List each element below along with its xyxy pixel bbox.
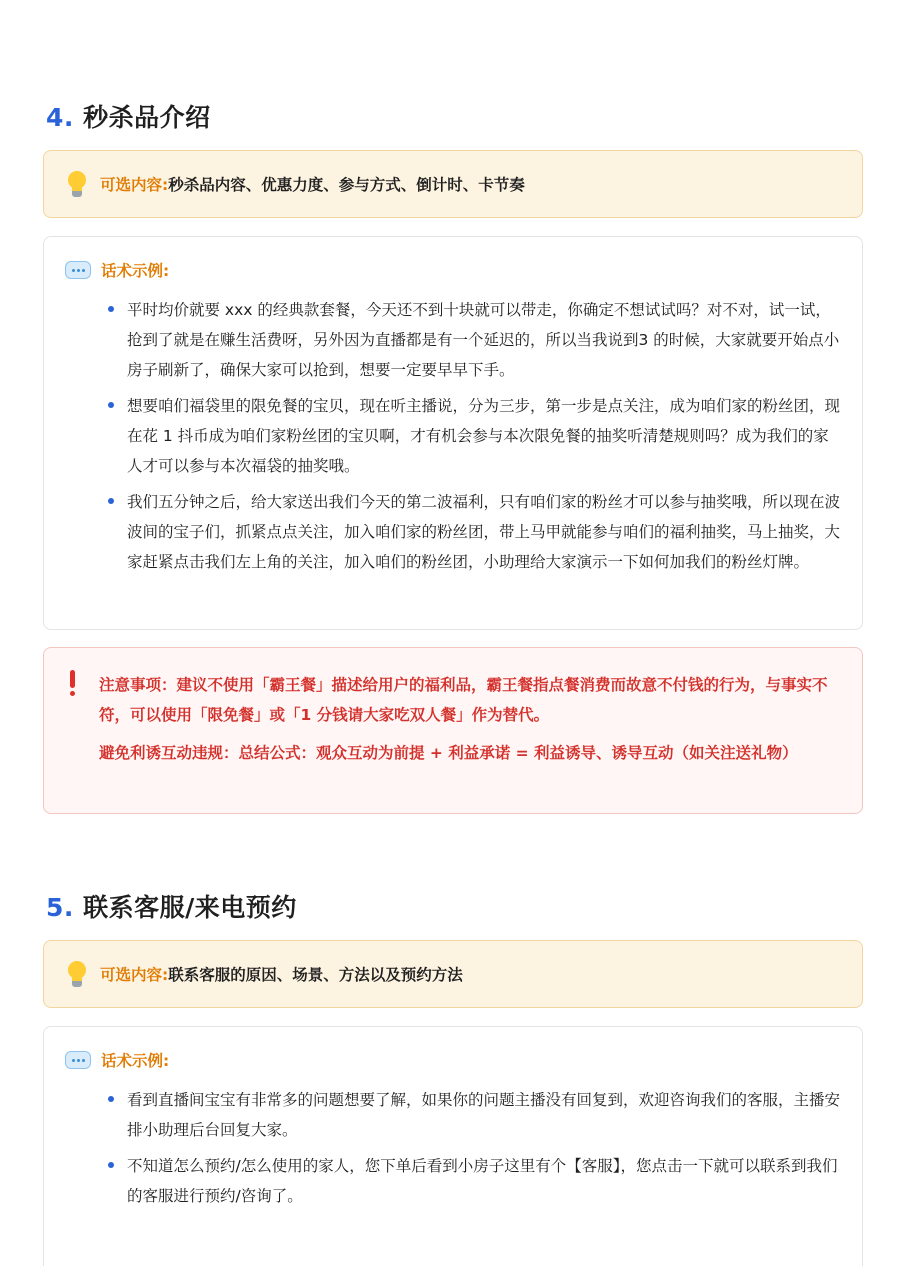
warning-callout [43, 647, 863, 814]
list-item: 不知道怎么预约/怎么使用的家人，您下单后看到小房子这里有个【客服】，您点击一下就可以联系到我们的客服进行预约/咨询了。 [106, 1151, 840, 1211]
script-list [106, 295, 840, 583]
script-example-callout [43, 236, 863, 630]
tip-label: 可选内容: [100, 966, 169, 984]
optional-content-callout [43, 150, 863, 218]
tip-label: 可选内容: [100, 176, 169, 194]
tip-text: 联系客服的原因、场景、方法以及预约方法 [168, 966, 463, 984]
list-item: 想要咱们福袋里的限免餐的宝贝，现在听主播说，分为三步，第一步是点关注，成为咱们家的粉丝团，现在花 1 抖币成为咱们家粉丝团的宝贝啊，才有机会参与本次限免餐的抽奖听清楚规则吗？成为我们的家人才可以参与本次福袋的抽奖哦。 [106, 391, 840, 481]
section-number: 4. [46, 103, 74, 132]
script-header [65, 259, 169, 281]
section-number: 5. [46, 893, 74, 922]
list-item: 我们五分钟之后，给大家送出我们今天的第二波福利，只有咱们家的粉丝才可以参与抽奖哦，所以现在波波间的宝子们，抓紧点点关注，加入咱们家的粉丝团，带上马甲就能参与咱们的福利抽奖，马上抽奖，大家赶紧点击我们左上角的关注，加入咱们的粉丝团，小助理给大家演示一下如何加我们的粉丝灯牌。 [106, 487, 840, 577]
list-item: 平时均价就要 xxx 的经典款套餐，今天还不到十块就可以带走，你确定不想试试吗？对不对，试一试，抢到了就是在赚生活费呀，另外因为直播都是有一个延迟的，所以当我说到3 的时候，大家就要开始点小房子刷新了，确保大家可以抢到，想要一定要早早下手。 [106, 295, 840, 385]
script-label: 话术示例: [101, 1052, 170, 1070]
lightbulb-icon [66, 171, 88, 197]
script-header [65, 1049, 169, 1071]
exclamation-icon [70, 670, 76, 696]
tip-row [66, 151, 525, 217]
script-label: 话术示例: [101, 262, 170, 280]
section-title-text: 秒杀品介绍 [83, 103, 211, 132]
section-title-text: 联系客服/来电预约 [83, 893, 297, 922]
section-heading-4 [46, 98, 211, 134]
script-list [106, 1085, 840, 1217]
script-example-callout [43, 1026, 863, 1266]
optional-content-callout [43, 940, 863, 1008]
warning-note: 注意事项：建议不使用「霸王餐」描述给用户的福利品，霸王餐指点餐消费而故意不付钱的行为，与事实不符，可以使用「限免餐」或「1 分钱请大家吃双人餐」作为替代。 [99, 676, 828, 724]
list-item: 看到直播间宝宝有非常多的问题想要了解，如果你的问题主播没有回复到，欢迎咨询我们的客服，主播安排小助理后台回复大家。 [106, 1085, 840, 1145]
speech-bubble-icon [65, 1051, 91, 1069]
lightbulb-icon [66, 961, 88, 987]
speech-bubble-icon [65, 261, 91, 279]
warning-formula: 避免利诱互动违规：总结公式：观众互动为前提 + 利益承诺 = 利益诱导、诱导互动（如关注送礼物） [99, 744, 798, 762]
tip-text: 秒杀品内容、优惠力度、参与方式、倒计时、卡节奏 [168, 176, 525, 194]
section-heading-5 [46, 888, 297, 924]
tip-row [66, 941, 463, 1007]
